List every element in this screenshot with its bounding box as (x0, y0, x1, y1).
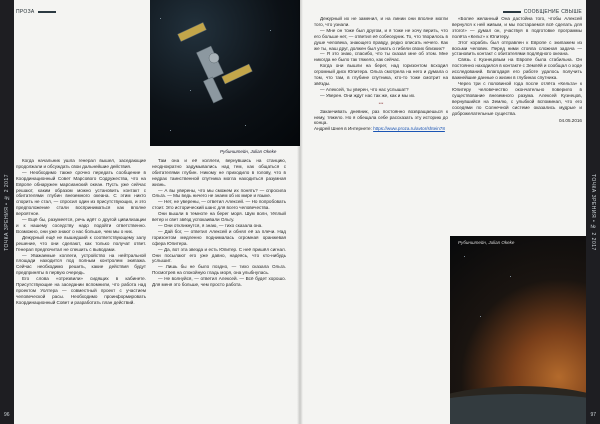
paragraph: Связь с Кузнецовым на Европе была стабильна. Он постоянно находился в контакте с Землёй и сообщал о ходе исследований. Благодаря его работе удалось получить важнейшие данные о жизни в глубинах спутника. (452, 57, 582, 81)
right-strip-text: ТОЧКА ЗРЕНИЯ • № 2 2017 (590, 173, 596, 251)
paragraph: — Я это знаю, спасибо, что ты сказал мне об этом. Мне никогда не было так тяжело, как сейчас. (314, 51, 448, 63)
paragraph: Когда начальник ушла генерал вышел, заседающие продолжали и обсуждать свои дальнейшие действия. (16, 158, 146, 169)
author-prefix: Андрей Шнея в Интернете: (314, 126, 374, 132)
paragraph: — Алексей, ты уверен, что нас услышат? (320, 86, 409, 92)
date: 04.05.2016 (559, 118, 582, 124)
paragraph: — Они откликнутся, я знаю, — тихо сказала она. (158, 222, 263, 228)
planet-image (450, 236, 586, 424)
section-label: ПРОЗА (16, 9, 35, 15)
paragraph: Когда они вышли на берег, над горизонтом всходил огромный диск Юпитера. Ольга смотрела на него и думала о том, что там, в глубине спутника, кто-то тоже смотрит на звёзды. (314, 63, 448, 86)
paragraph: — Уважаемые коллеги, устройство на нейтральной площади находится под полным контролем экипажа. Сейчас необходимо решить, какие действия будут предприняты в первую очередь. (16, 252, 146, 276)
paragraph: Дежурный их не заменил, и на линии они вполне могли того, что узнали. (314, 16, 448, 27)
paragraph: Этот корабль был отправлен к Европе с экипажем из восьми человек. Перед ними стояла сложная задача — установить контакт с обитателями подлёдного океана. (452, 39, 582, 57)
paragraph: — Лишь бы не было поздно, — тихо сказала Ольга. Посмотрев на спокойную гладь моря, она улыбнулась. (152, 264, 286, 276)
paragraph: — Мне он тоже был другом, и я тоже не хочу верить, что его больше нет, — ответил её собеседник. То, что творилось в душе человека, знающего правду, редко описать нечего. Как же ты, наш друг, должен был узнать о гибели своих близких? (314, 27, 448, 51)
left-page-number: 96 (4, 412, 10, 418)
paragraph: — А вы уверены, что мы сможем их понять? — спросила Ольга. — Мы ведь ничего не знаем об их мире и языке. (152, 187, 286, 199)
header-rule (503, 11, 521, 13)
paragraph: — Да, вот эта звезда и есть Юпитер. С неё пришёл сигнал. Они посылают его уже давно, надеясь, что кто-нибудь услышит. (152, 246, 286, 264)
paragraph: Его слова «отрезвили» сидящих в кабинете. Присутствующие на заседании вспомнили, что работа над проектом Уолтера — совместный проект с участием человеческой расы. Необходимо проинформировать Координационный Совет и разработать план действий. (16, 276, 146, 305)
space-station-graphic (150, 0, 300, 146)
paragraph: Заканчивать дневник, раз постоянно возвращаешься к нему, тяжело. Но я обещала себе рассказать эту историю до конца. (314, 108, 448, 126)
left-side-strip (0, 0, 14, 424)
left-header (16, 9, 59, 15)
paragraph: Дежурный ещё не вышедший к соответствующему залу решение, что они сделают, как только получат ответ. Генерал предпочитал не спешить с выводами. (16, 234, 146, 252)
paragraph: Там она и её коллеги, вернувшись на станцию, неоднократно задумывались над тем, как общаться с обитателями глубин. Никому не приходило в голову, что в недрах таинственной спутника могла находиться разумная жизнь. (152, 158, 286, 187)
section-separator: *** (378, 100, 384, 106)
right-column-1 (314, 16, 448, 306)
section-title: СООБЩЕНИЕ СВЫШЕ (523, 9, 582, 15)
left-column-1 (16, 158, 146, 410)
right-image-caption: Рубинштейн, Julian Okeke (458, 240, 515, 245)
author-link[interactable]: https://www.proza.ru/avtor/shtein78 (373, 126, 445, 132)
paragraph: Они вышли в темноте на берег моря. Шум волн, тёплый ветер и свет звёзд успокаивали Ольгу. (152, 211, 286, 223)
paragraph: — Дай бог, — ответил Алексей и обнял её за плечи. Над горизонтом медленно поднималась огромная оранжевая сфера Юпитера. (152, 228, 286, 246)
right-page (300, 0, 600, 424)
left-image-caption: Рубинштейн, Julian Okeke (220, 149, 277, 154)
paragraph: Через три с половиной года после отлёта «Кельта» к Юпитеру человечество окончательно поверило в существование внеземного разума. Алексей Кузнецов, вернувшийся на Землю, с улыбкой вспоминал, что его соседями по Солнечной системе оказались мудрые и доброжелательные существа. (452, 80, 582, 116)
header-rule (38, 11, 56, 13)
planet-graphic (450, 236, 586, 424)
paragraph: — Необходимо также срочно передать сообщение в Координационный Совет Марсового Содружества, что на Европе обнаружен марсианский океан. Пусть уже сейчас решают, каким образом можно установить контакт с обитателями глубин внеземного океана. С этим никто спорить не стал, — спросил один из присутствующих, и это предположение стали восприниматься как вполне вероятное. (16, 169, 146, 217)
right-side-strip (586, 0, 600, 424)
paragraph: — Уверен. Они ждут нас так же, как и мы их. (320, 92, 416, 98)
author-line (314, 126, 448, 132)
right-page-number: 97 (590, 412, 596, 418)
station-image (150, 0, 300, 146)
left-strip-text: ТОЧКА ЗРЕНИЯ • № 2 2017 (4, 173, 10, 251)
paragraph: — Нет, не уверены, — ответил Алексей. — Но попробовать стоит. Это исторический шанс для всего человечества. (152, 199, 286, 211)
paragraph: «Более желанный Она дастойна того, чтобы Алексей вернулся к ней живым, и мы постараемся всё сделать для этого!» — думал он, участвуя в подготовке программы полёта «Кельт» к Юпитеру. (452, 16, 582, 39)
right-header (500, 9, 582, 15)
paragraph: — Не волнуйся, — ответил Алексей. — Всё будет хорошо. Для меня это больше, чем просто работа. (152, 276, 286, 288)
left-column-2 (152, 158, 286, 410)
paragraph: — Ещё бы, разумеется, речь идёт о другой цивилизации и к нашему соседству надо подойти ответственно. Возможно, они уже знают о нас больше, чем мы о них. (16, 217, 146, 234)
page-gutter (297, 0, 303, 424)
